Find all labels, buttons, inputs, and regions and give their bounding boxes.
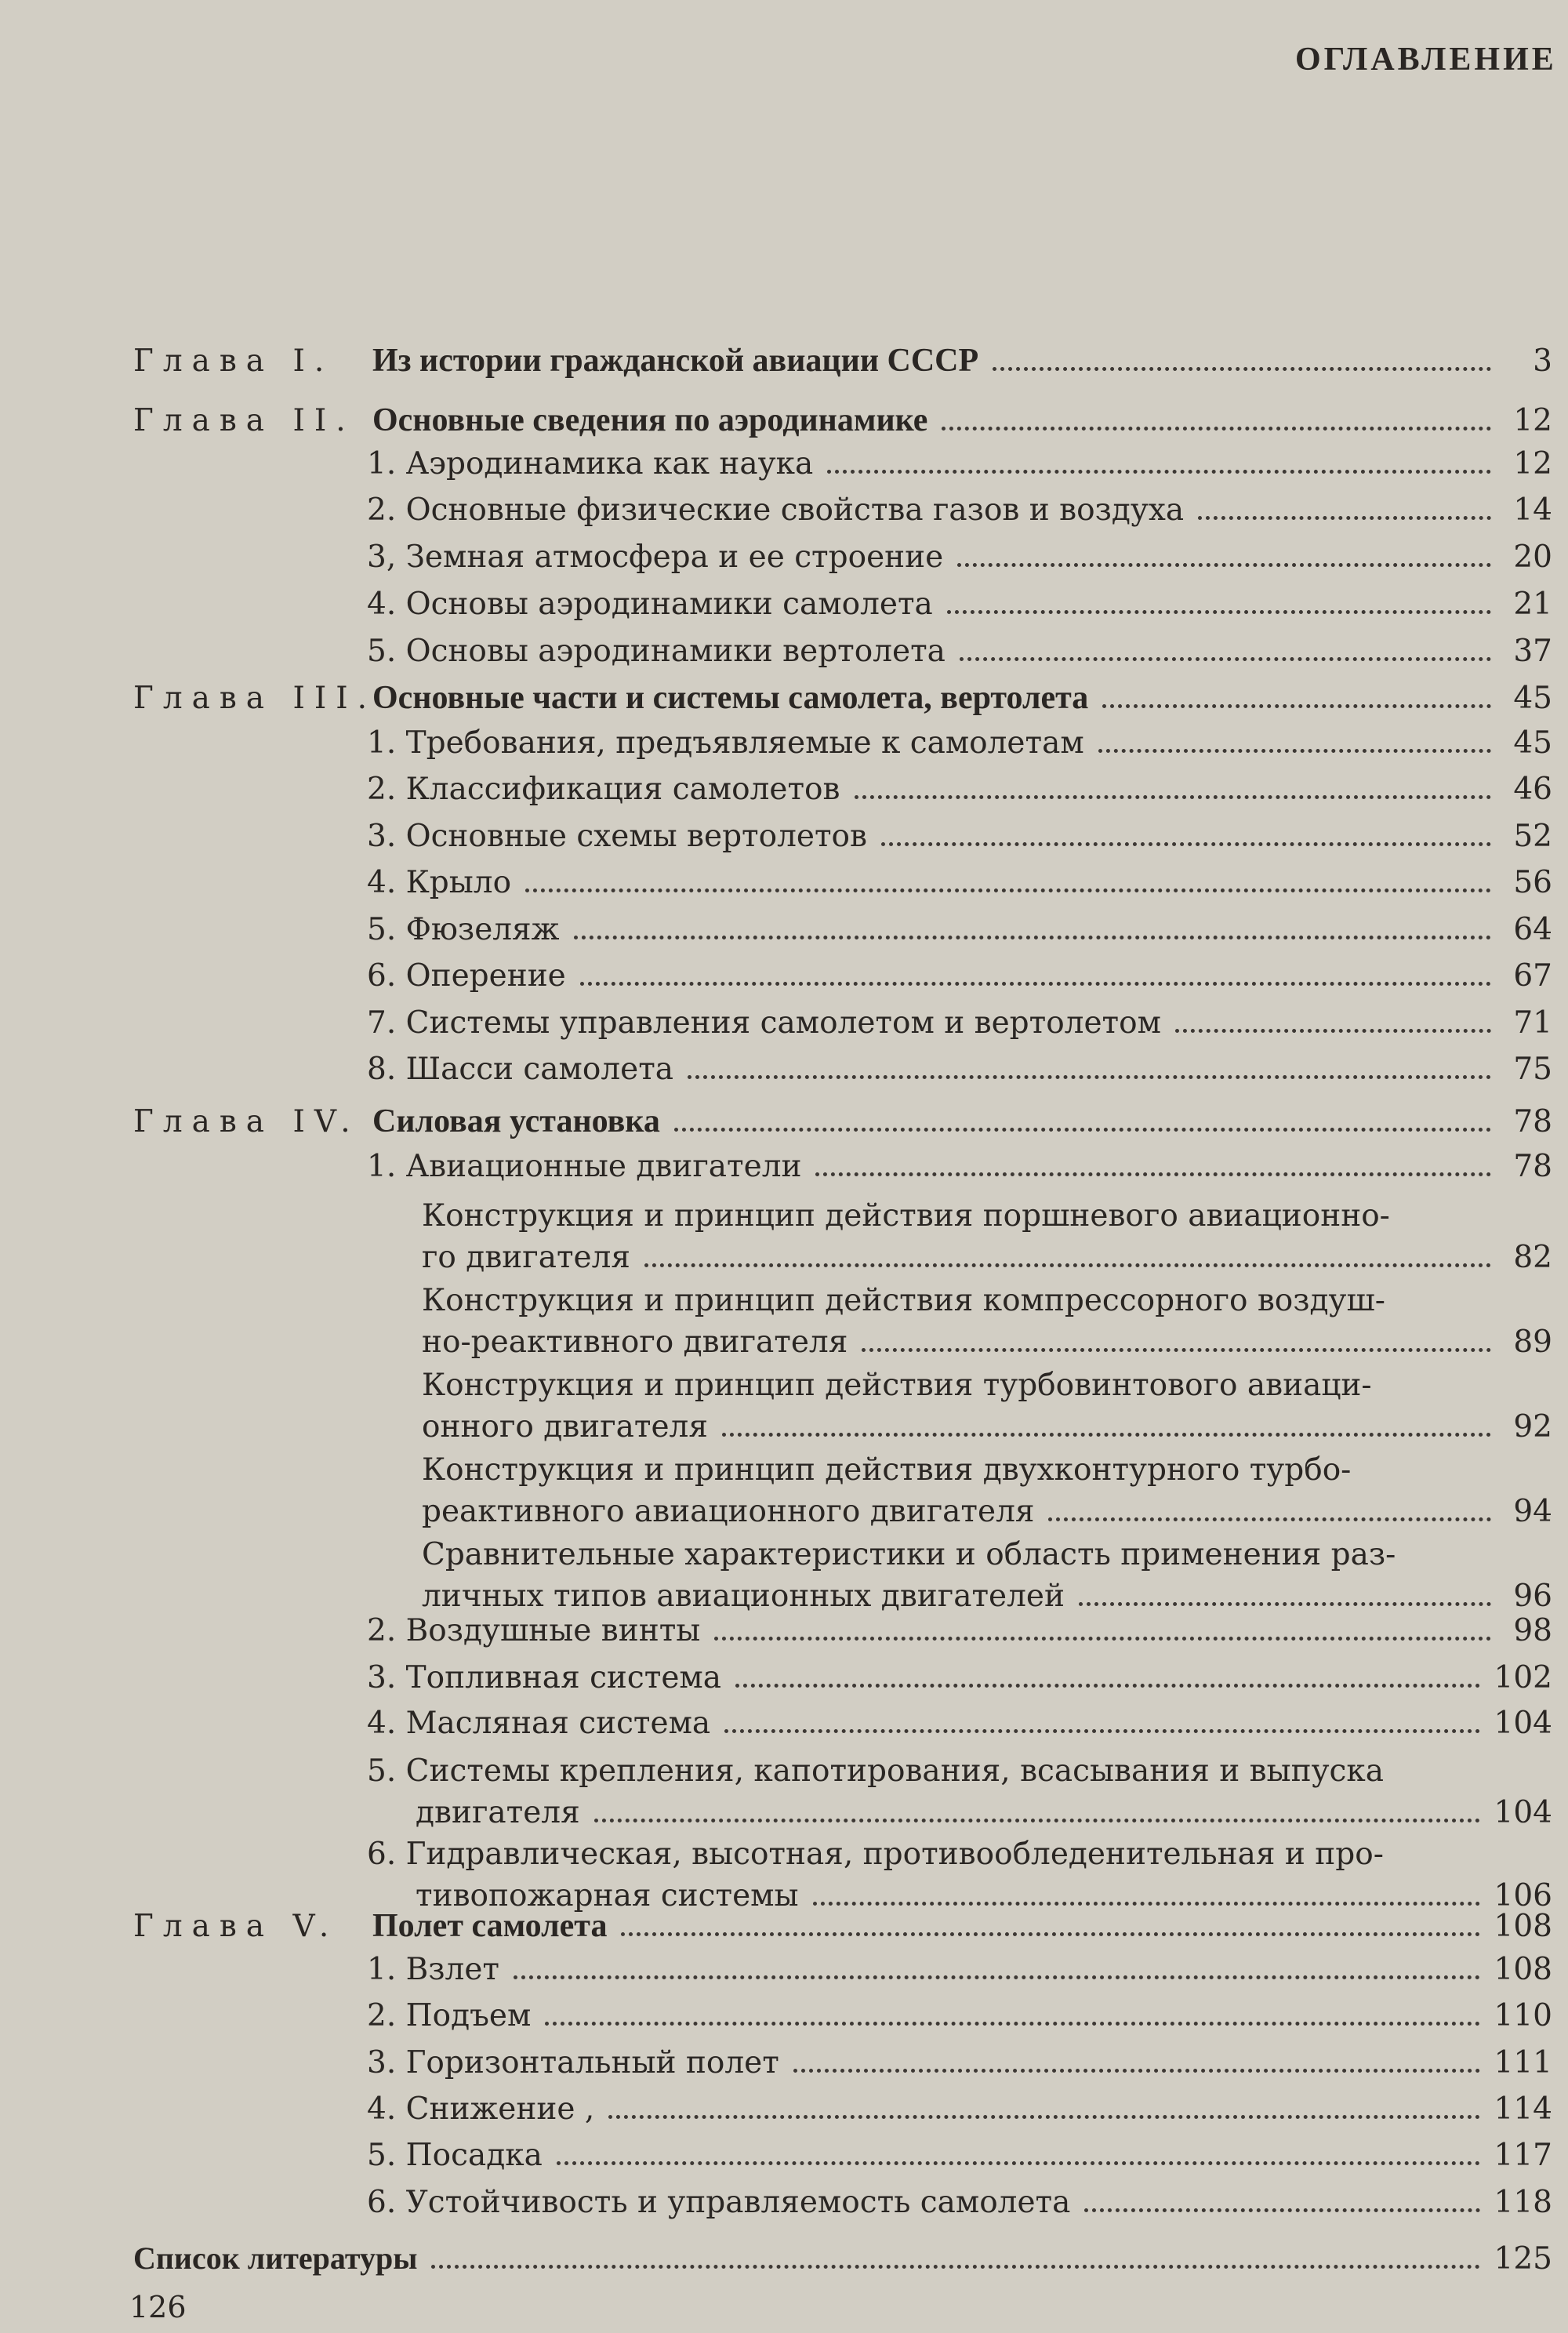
chapter-label: Глава III.: [133, 681, 377, 716]
toc-item-text: 5. Основы аэродинамики вертолета: [367, 634, 946, 669]
toc-subitem[interactable]: [422, 1534, 1552, 1617]
leader-dots: [574, 936, 1491, 939]
leader-dots: [881, 842, 1491, 846]
page-number: 92: [1513, 1409, 1552, 1444]
page-number: 94: [1513, 1494, 1552, 1529]
toc-item-text: 3. Горизонтальный полет: [367, 2045, 779, 2080]
toc-subitem-line2: онного двигателя: [422, 1409, 708, 1444]
toc-item-text: 1. Авиационные двигатели: [367, 1149, 802, 1184]
toc-subitem-line1: Конструкция и принцип действия поршневого авиационно-: [422, 1198, 1390, 1234]
toc-item-line1: 5. Системы крепления, капотирования, всасывания и выпуска: [367, 1753, 1384, 1789]
page-number: 117: [1494, 2138, 1552, 2173]
page-number: 108: [1494, 1909, 1552, 1944]
toc-item-multiline[interactable]: [367, 1833, 1552, 1917]
page-number: 96: [1513, 1579, 1552, 1614]
toc-item-text: 6. Устойчивость и управляемость самолета: [367, 2185, 1071, 2220]
leader-dots: [1084, 2208, 1479, 2212]
leader-dots: [557, 2161, 1480, 2165]
toc-chapter-3[interactable]: [133, 679, 1552, 717]
leader-dots: [580, 982, 1491, 986]
page-number: 118: [1494, 2185, 1552, 2220]
leader-dots: [1102, 704, 1491, 708]
page-number: 114: [1494, 2091, 1552, 2127]
toc-subitem-line2: реактивного авиационного двигателя: [422, 1494, 1035, 1529]
chapter-title: Основные части и системы самолета, вертолета: [372, 680, 1089, 716]
toc-item[interactable]: [367, 493, 1552, 529]
toc-item[interactable]: [367, 1706, 1552, 1742]
leader-dots: [813, 1902, 1480, 1906]
page-number: 89: [1513, 1325, 1552, 1360]
toc-subitem-line2: го двигателя: [422, 1240, 630, 1275]
leader-dots: [644, 1263, 1491, 1267]
chapter-label: Глава IV.: [133, 1104, 360, 1139]
toc-item[interactable]: [367, 866, 1552, 901]
toc-subitem-line2: личных типов авиационных двигателей: [422, 1579, 1065, 1614]
toc-subitem-line1: Сравнительные характеристики и область применения раз-: [422, 1537, 1396, 1572]
chapter-title: Основные сведения по аэродинамике: [372, 402, 928, 438]
leader-dots: [960, 657, 1491, 661]
toc-item-text: 5. Фюзеляж: [367, 912, 560, 947]
page-number: 78: [1513, 1104, 1552, 1139]
chapter-title: Силовая установка: [372, 1103, 660, 1139]
leader-dots: [621, 1932, 1479, 1936]
leader-dots: [608, 2115, 1479, 2119]
leader-dots: [722, 1433, 1491, 1437]
leader-dots: [1048, 1517, 1491, 1521]
page-number: 67: [1513, 958, 1552, 994]
page-number: 108: [1494, 1952, 1552, 1987]
toc-item-text: 3, Земная атмосфера и ее строение: [367, 540, 944, 575]
page-number: 56: [1513, 865, 1552, 900]
page-number: 75: [1513, 1052, 1552, 1087]
toc-subitem-line1: Конструкция и принцип действия компрессорного воздуш-: [422, 1283, 1385, 1318]
toc-item-text: 6. Оперение: [367, 958, 566, 994]
toc-item-text: 4. Крыло: [367, 865, 512, 900]
chapter-label: Глава II.: [133, 403, 355, 438]
toc-chapter-2[interactable]: [133, 402, 1552, 439]
toc-item[interactable]: [367, 2139, 1552, 2174]
toc-item[interactable]: [367, 1150, 1552, 1185]
toc-item-text: 4. Основы аэродинамики самолета: [367, 587, 933, 622]
leader-dots: [724, 1729, 1479, 1733]
toc-item-text: 4. Снижение ,: [367, 2091, 595, 2127]
bibliography-title: Список литературы: [133, 2240, 418, 2276]
toc-item-line1: 6. Гидравлическая, высотная, противообледенительная и про-: [367, 1837, 1384, 1872]
page-number: 64: [1513, 912, 1552, 947]
toc-item[interactable]: [367, 1052, 1552, 1088]
toc-item[interactable]: [367, 819, 1552, 855]
chapter-title: Из истории гражданской авиации СССР: [372, 343, 979, 379]
toc-item[interactable]: [367, 1614, 1552, 1649]
page-number: 104: [1494, 1706, 1552, 1741]
page-number: 14: [1513, 492, 1552, 528]
toc-item[interactable]: [367, 726, 1552, 761]
toc-item-text: 5. Посадка: [367, 2138, 543, 2173]
page-number: 46: [1513, 772, 1552, 807]
toc-subitem[interactable]: [422, 1449, 1552, 1532]
leader-dots: [714, 1637, 1491, 1641]
toc-subitem-line1: Конструкция и принцип действия турбовинтового авиаци-: [422, 1368, 1372, 1403]
toc-item-text: 3. Основные схемы вертолетов: [367, 819, 867, 854]
page-number: 3: [1533, 343, 1552, 379]
toc-item[interactable]: [367, 634, 1552, 670]
page-heading: ОГЛАВЛЕНИЕ: [1295, 42, 1557, 78]
leader-dots: [1175, 1029, 1491, 1033]
chapter-label: Глава I.: [133, 343, 334, 379]
leader-dots: [1198, 516, 1491, 520]
page-number: 82: [1513, 1240, 1552, 1275]
toc-item[interactable]: [367, 1953, 1552, 1988]
toc-item[interactable]: [367, 772, 1552, 808]
toc-item-text: 2. Основные физические свойства газов и воздуха: [367, 492, 1185, 528]
toc-item-text: 2. Подъем: [367, 1998, 532, 2033]
page-number: 102: [1494, 1660, 1552, 1695]
toc-bibliography[interactable]: [133, 2233, 1552, 2277]
toc-item[interactable]: [367, 540, 1552, 576]
toc-item[interactable]: [367, 2186, 1552, 2221]
page-folio: 126: [129, 2290, 187, 2324]
toc-item-text: 3. Топливная система: [367, 1660, 721, 1695]
page-number: 106: [1494, 1878, 1552, 1913]
page-number: 110: [1494, 1998, 1552, 2033]
page-number: 111: [1494, 2045, 1552, 2080]
toc-subitem-line1: Конструкция и принцип действия двухконтурного турбо-: [422, 1452, 1352, 1488]
leader-dots: [594, 1819, 1480, 1822]
page-number: 104: [1494, 1795, 1552, 1830]
leader-dots: [431, 2265, 1479, 2269]
leader-dots: [514, 1975, 1480, 1979]
page-number: 78: [1513, 1149, 1552, 1184]
leader-dots: [855, 795, 1492, 799]
toc-subitem[interactable]: [422, 1365, 1552, 1448]
toc-item[interactable]: [367, 2092, 1552, 2128]
toc-item[interactable]: [367, 1661, 1552, 1696]
leader-dots: [942, 427, 1491, 431]
leader-dots: [1098, 749, 1491, 753]
toc-item-text: 2. Классификация самолетов: [367, 772, 840, 807]
leader-dots: [793, 2069, 1480, 2073]
leader-dots: [545, 2022, 1479, 2026]
toc-chapter-1[interactable]: [133, 342, 1552, 380]
toc-item[interactable]: [367, 1999, 1552, 2034]
leader-dots: [1079, 1602, 1491, 1606]
chapter-label: Глава V.: [133, 1909, 339, 1944]
leader-dots: [957, 563, 1491, 567]
page-number: 52: [1513, 819, 1552, 854]
toc-item[interactable]: [367, 1006, 1552, 1041]
page-number: 12: [1513, 403, 1552, 438]
toc-item-text: 4. Масляная система: [367, 1706, 711, 1741]
page-number: 45: [1513, 725, 1552, 761]
page-number: 20: [1513, 540, 1552, 575]
leader-dots: [815, 1172, 1491, 1176]
toc-item[interactable]: [367, 587, 1552, 623]
toc-item[interactable]: [367, 913, 1552, 948]
page-number: 71: [1513, 1005, 1552, 1041]
toc-item[interactable]: [367, 959, 1552, 994]
toc-item-text: 1. Требования, предъявляемые к самолетам: [367, 725, 1084, 761]
toc-item-line2: двигателя: [416, 1795, 580, 1830]
page-number: 12: [1513, 446, 1552, 481]
toc-subitem-line2: но-реактивного двигателя: [422, 1325, 848, 1360]
leader-dots: [525, 889, 1491, 892]
toc-item-text: 8. Шасси самолета: [367, 1052, 674, 1087]
toc-item-text: 7. Системы управления самолетом и вертолетом: [367, 1005, 1161, 1041]
toc-item-multiline[interactable]: [367, 1750, 1552, 1833]
toc-item-text: 1. Аэродинамика как наука: [367, 446, 814, 481]
toc-item-line2: тивопожарная системы: [416, 1878, 799, 1913]
toc-item-text: 2. Воздушные винты: [367, 1613, 701, 1648]
toc-chapter-4[interactable]: [133, 1103, 1552, 1140]
leader-dots: [827, 470, 1491, 474]
chapter-title: Полет самолета: [372, 1908, 608, 1944]
leader-dots: [735, 1684, 1480, 1688]
toc-chapter-5[interactable]: [133, 1907, 1552, 1945]
leader-dots: [947, 610, 1491, 614]
leader-dots: [688, 1075, 1491, 1079]
page-number: 98: [1513, 1613, 1552, 1648]
leader-dots: [993, 367, 1491, 371]
page-number: 125: [1494, 2241, 1552, 2277]
toc-item[interactable]: [367, 2046, 1552, 2081]
page-number: 37: [1513, 634, 1552, 669]
page-number: 21: [1513, 587, 1552, 622]
toc-subitem[interactable]: [422, 1195, 1552, 1278]
page-number: 45: [1513, 681, 1552, 716]
toc-item-text: 1. Взлет: [367, 1952, 499, 1987]
toc-item[interactable]: [367, 447, 1552, 482]
toc-subitem[interactable]: [422, 1280, 1552, 1363]
leader-dots: [862, 1348, 1491, 1352]
leader-dots: [674, 1128, 1491, 1132]
